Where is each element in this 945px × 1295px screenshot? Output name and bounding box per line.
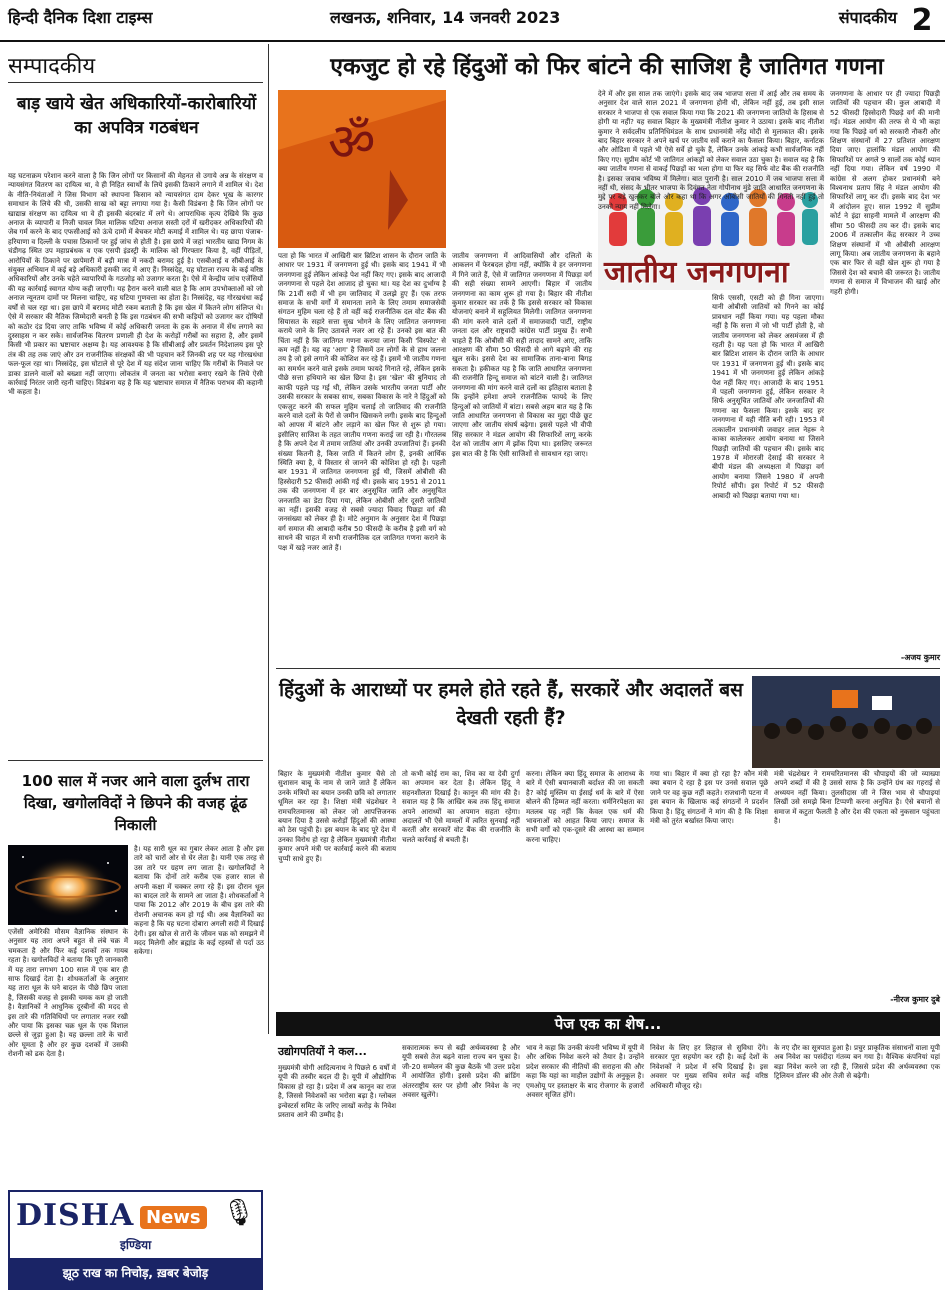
- lead-col3-top: [452, 90, 592, 248]
- second-col4: गया था। बिहार में क्या हो रहा है? कौन मंत्री क्या बयान दे रहा है इस पर उनसे सवाल पूछे जाने पर वह कुछ नहीं कहते। राजधानी पटना में इस बयान के खिलाफ कई संगठनों ने प्रदर्शन किया है। हिंदू संगठनों ने मांग की है कि शिक्षा मंत्री को तुरंत बर्खास्त किया जाए।: [650, 770, 768, 826]
- svg-text:ॐ: ॐ: [328, 113, 376, 173]
- continuation-subhead: उद्योगपतियों ने कल...: [278, 1045, 367, 1058]
- ad-country: इण्डिया: [120, 1238, 152, 1252]
- feature-col1: एजेंसी अमेरिकी मौसम वैज्ञानिक संस्थान के अनुसार यह तारा अपने बहुत से लंबे चक्र में चमकता है और फिर कई दशकों तक गायब रहता है। खगोलविदों ने बताया कि पूरी जानकारी में यह तारा लगभग 100 साल में एक बार ही साफ दिखाई देता है। शोधकर्ताओं के अनुसार यह तारा धूल के घने बादल के पीछे छिप जाता है, जिसकी वजह से इसकी चमक कम हो जाती है। वैज्ञानिकों ने आधुनिक दूरबीनों की मदद से इस तारे की गतिविधियों पर लगातार नजर रखी और पाया कि इसका चक्र धूल के एक विशाल छल्ले से जुड़ा हुआ है। यह छल्ला तारे के चारों ओर घूमता है और हर कुछ दशकों में उसकी रोशनी को ढक देता है।: [8, 928, 128, 1059]
- lead-col4: सिर्फ एससी, एसटी को ही गिना जाएगा। यानी ओबीसी जातियों को गिनने का कोई प्रावधान नहीं किया गया। यह पहला मौका नहीं है कि सत्ता में जो भी पार्टी होती है, वो जातीय जनगणना को लेकर असमंजस में ही रहती है। यह पता हो कि भारत में आखिरी बार ब्रिटिश शासन के दौरान जाति के आधार पर 1931 में जनगणना हुई थी। इसके बाद 1941 में भी जनगणना हुई लेकिन आंकड़े पेश नहीं किए गए। आजादी के बाद 1951 में पहली जनगणना हुई, लेकिन सरकार ने सिर्फ अनुसूचित जातियों और जनजातियों की गणना का फैसला किया। इसके बाद हर जनगणना में यही नीति बनी रही। 1953 में तत्कालीन प्रधानमंत्री जवाहर लाल नेहरू ने काका कालेलकर आयोग बनाया था जिसने पिछड़ी जातियों की पहचान की। इसके बाद 1978 में मोरारजी देसाई की सरकार ने बीपी मंडल की अध्यक्षता में पिछड़ा वर्ग आयोग बनाया जिसने 1980 में अपनी रिपोर्ट सौंपी। इस रिपोर्ट में 52 फीसदी आबादी को पिछड़ा बताया गया था।: [712, 294, 824, 500]
- section-name: संपादकीय: [838, 8, 897, 27]
- crowd-image: [752, 676, 940, 768]
- lead-col1: पता हो कि भारत में आखिरी बार ब्रिटिश शासन के दौरान जाति के आधार पर 1931 में जनगणना हुई थी। इसके बाद 1941 में भी जनगणना हुई लेकिन आंकड़े पेश नहीं किए गए। इसके बाद आजादी जनगणना से पहले देश आजाद हो चुका था। यह देश का दुर्भाग्य है कि 21वीं सदी में भी हम जातिवाद में उलझे हुए हैं। एक तरफ समाज के सभी वर्गों में समानता लाने के लिए तमाम समाजसेवी संगठन मुहिम चला रहे हैं तो वहीं कई राजनीतिक दल वोट बैंक की सियासत के सहारे सत्ता सुख भोगने के लिए जातिगत जनगणना कराये जाने के लिए उतावले नजर आ रहे हैं। उनको इस बात की चिंता नहीं है कि जातिगत गणना कराया जाना किसी 'विस्फोट' से कम नहीं है। यह वह 'आग' है जिसमें उन लोगों के से हाथ जलना तय है जो इसे लगाने की कोशिश कर रहे हैं। इसमें भी जातीय गणना का समर्थन करने वाले इसके तमाम फायदे गिनाते रहे, लेकिन इसके पीछे सत्ता हथियाने का खेल छिपा है। इस 'खेल' की बुनियाद तो काफी पहले पड़ गई थी, लेकिन उसके भारतीय जनता पार्टी और उसकी सरकार के सबका साथ, सबका विकास के नारे ने हिंदुओं को एकजुट करने की सफल मुहिम चलाई तो जातिवाद की राजनीति करने वाले दलों के पैरों से जमीन खिसकने लगी। इसके बाद हिन्दुओं को आपस में बांटने और लड़ाने का खेल फिर से शुरू हो गया। इसीलिए साजिश के तहत जातीय गणना कराई जा रही है। गौरतलब है कि अपने देश में तमाम जातियां और उनकी उपजातियां हैं। इनकी संख्या कितनी है, किस जाति में कितने लोग हैं, इनकी आर्थिक स्थिति क्या है, ये विस्तार से जानने की कोशिश हो रही है। पहली बार 1931 में जातिगत जनगणना हुई थी, जिसमें ओबीसी की हिस्सेदारी 52 फीसदी आंकी गई थी। इसके बाद 1951 से 2011 तक की जनगणना में हर बार अनुसूचित जाति और अनुसूचित जनजाति का डेटा दिया गया, लेकिन ओबीसी और दूसरी जातियों का नहीं। इसकी वजह से सबसे ज्यादा विवाद पिछड़ा वर्ग की जनसंख्या को लेकर ही है। मोटे अनुमान के अनुसार देश में पिछड़ा वर्ग समाज की आबादी करीब 50 फीसदी के करीब है इसी वर्ग को साधने की चाहत में सभी राजनीतिक दल जातिगत गणना कराने के पक्ष में खड़े नजर आते हैं।: [278, 252, 446, 552]
- second-col5: मंत्री चंद्रशेखर ने रामचरितमानस की चौपाइयों की जो व्याख्या अपने शब्दों में की है उससे साफ है कि उन्होंने ग्रंथ का गहराई से अध्ययन नहीं किया। तुलसीदास जी ने जिस भाव से चौपाइयां लिखीं उसे समझे बिना टिप्पणी करना अनुचित है। ऐसे बयानों से समाज में कटुता फैलती है और देश की एकता को नुकसान पहुंचता है।: [774, 770, 940, 826]
- feature-rule: [8, 760, 263, 761]
- disha-news-ad: [8, 1190, 263, 1290]
- om-flag-image: [278, 90, 446, 248]
- continuation-col3: भाव ने कहा कि उनकी कंपनी भविष्य में यूपी में और अधिक निवेश करने को तैयार है। उन्होंने प्रदेश सरकार की नीतियों की सराहना की और कहा कि यहां का माहौल उद्योगों के अनुकूल है। एमओयू पर हस्ताक्षर के बाद रोजगार के हजारों अवसर सृजित होंगे।: [526, 1044, 644, 1100]
- second-col2: तो कभी कोई राम का, शिव का या देवी दुर्गा का अपमान कर देता है। लेकिन हिंदू ने सहनशीलता दिखाई है। कानून की मांग की है। सवाल यह है कि आखिर कब तक हिंदू समाज अपने आराध्यों का अपमान सहता रहेगा। अदालतें भी ऐसे मामलों में त्वरित सुनवाई नहीं करतीं और सरकारें वोट बैंक की राजनीति के चलते कार्रवाई से बचती हैं।: [402, 770, 520, 844]
- microphone-icon: 🎙: [222, 1198, 256, 1228]
- feature-headline: 100 साल में नजर आने वाला दुर्लभ तारा दिखा, खगोलविदों ने छिपने की वजह ढूंढ निकाली: [21, 772, 250, 834]
- lead-col2: जातीय जनगणना में आदिवासियों और दलितों के आकलन में फेरबदल होगा नहीं, क्योंकि वे हर जनगणना में गिने जाते हैं, ऐसे में जातिगत जनगणना में पिछड़ा वर्ग की सही संख्या सामने आएगी। बिहार में जातीय जनगणना का काम शुरू हो गया है। बिहार की नीतीश कुमार सरकार का तर्क है कि इससे सरकार को विकास योजनाएं बनाने में सहूलियत मिलेगी। जातिगत जनगणना की मांग करने वाले दलों में समाजवादी पार्टी, राष्ट्रीय जनता दल और राष्ट्रवादी कांग्रेस पार्टी प्रमुख हैं। सभी चाहते हैं कि ओबीसी की सही तादाद सामने आए, ताकि आरक्षण की सीमा 50 फीसदी से आगे बढ़ाने की राह खुल सके। इससे देश का सामाजिक ताना-बाना बिगड़ सकता है। हकीकत यह है कि जाति आधारित जनगणना की राजनीति हिन्दू समाज को बांटने वाली है। जातिगत जनगणना की मांग करने वाले दलों का इतिहास बताता है कि इन्होंने हमेशा अपने राजनीतिक फायदे के लिए हिन्दुओं को जातियों में बांटा। सबसे अहम बात यह है कि जाति आधारित जनगणना से विकास का मुद्दा पीछे छूट जाएगा और जातीय संघर्ष बढ़ेगा। इससे पहले भी वीपी सिंह सरकार ने मंडल आयोग की सिफारिशें लागू करके देश को जातीय आग में झोंक दिया था। इसलिए जरूरत इस बात की है कि ऐसी साजिशों से सावधान रहा जाए।: [452, 252, 592, 458]
- column-divider: [268, 44, 269, 1034]
- editorial-label: सम्पादकीय: [8, 54, 96, 79]
- crowd-graphic: [752, 676, 940, 768]
- ad-brand-sub: News: [140, 1206, 207, 1229]
- paper-name: हिन्दी दैनिक दिशा टाइम्स: [8, 8, 153, 27]
- feature-col2: है। यह सारी धूल का गुबार लेकर आता है और इस तारे को चारों ओर से घेर लेता है। यानी एक तरह से उस तारे पर ग्रहण लग जाता है। खगोलविदों ने बताया कि दोनों तारे करीब एक हजार साल से अपनी कक्षा में चक्कर लगा रहे हैं। इस दौरान धूल का बादल तारे के सामने आ जाता है। शोधकर्ताओं ने पाया कि 2012 और 2019 के बीच इस तारे की रोशनी अचानक कम हो गई थी। अब वैज्ञानिकों का कहना है कि यह घटना दोबारा अगली सदी में दिखाई देगी। इस खोज से तारों के जीवन चक्र को समझने में मदद मिलेगी और ब्रह्मांड के कई रहस्यों से पर्दा उठ सकेगा।: [134, 845, 264, 957]
- second-col1: बिहार के मुख्यमंत्री नीतीश कुमार चैसे तो सुशासन बाबू के नाम से जाने जाते हैं लेकिन उनके मंत्रियों का बयान उनकी छवि को लगातार धूमिल कर रहा है। शिक्षा मंत्री चंद्रशेखर ने रामचरितमानस को लेकर जो आपत्तिजनक बयान दिया है उससे करोड़ों हिंदुओं की आस्था को ठेस पहुंची है। इस बयान के बाद पूरे देश में उनका विरोध हो रहा है लेकिन मुख्यमंत्री नीतीश कुमार अपने मंत्री पर कार्रवाई करने की बजाय चुप्पी साधे हुए हैं।: [278, 770, 396, 863]
- lead-col3-intro: देने में और इस साल तक जाएंगे। इसके बाद जब भाजपा सत्ता में आई और तब समय के अनुसार देश वाले साल 2021 में जनगणना होनी थी, लेकिन नहीं हुई, तब इसी साल सरकार ने भाजपा से एक सवाल किया गया कि 2021 की जनगणना जातियों के हिसाब से होगी या नहीं? यह सवाल बिहार के मुख्यमंत्री नीतीश कुमार ने उठाया। इसके बाद नीतीश कुमार ने सर्वदलीय प्रतिनिधिमंडल के साथ प्रधानमंत्री नरेंद्र मोदी से मुलाकात की। इसके बाद बिहार सरकार ने अपने खर्च पर जातीय सर्वे कराने का फैसला किया। बिहार, कर्नाटक और ओडिशा में पहले भी ऐसे सर्वे हो चुके हैं, लेकिन उनके आंकड़े कभी सार्वजनिक नहीं किए गए। सुप्रीम कोर्ट भी जातिगत आंकड़ों को लेकर सवाल उठा चुका है। सवाल यह है कि क्या जातीय गणना से वाकई पिछड़ों का भला होगा या फिर यह सिर्फ वोट बैंक की राजनीति है। इसका जवाब भविष्य में मिलेगा। बात पुरानी है। साल 2010 में जब भाजपा सत्ता में नहीं थी, संसद के भीतर भाजपा के दिवंगत नेता गोपीनाथ मुंडे जाति आधारित जनगणना के मुद्दे पर बड़े खुलकर बोले और कहा था कि अगर ओबीसी जातियों की गिनती नहीं हुई तो उनको न्याय नहीं मिलेगा।: [598, 90, 824, 211]
- continuation-col4: निवेश के लिए हर लिहाज से सुविधा देंगे। सरकार पूरा सहयोग कर रही है। कई देशों के निवेशकों ने प्रदेश में रुचि दिखाई है। इस अवसर पर मुख्य सचिव समेत कई वरिष्ठ अधिकारी मौजूद रहे।: [650, 1044, 768, 1090]
- second-story-rule: [276, 668, 940, 669]
- second-col3: करना। लेकिन क्या हिंदू समाज के आराध्य के बारे में ऐसी बयानबाजी बर्दाश्त की जा सकती है? कोई मुस्लिम या ईसाई धर्म के बारे में ऐसा बोलने की हिम्मत नहीं करता। धर्मनिरपेक्षता का मतलब यह नहीं कि केवल एक धर्म की भावनाओं को आहत किया जाए। समाज के सभी वर्गों को एक-दूसरे की आस्था का सम्मान करना चाहिए।: [526, 770, 644, 844]
- lead-byline: -अजय कुमार: [900, 653, 940, 662]
- lead-col5: जनगणना के आधार पर ही ज्यादा पिछड़ी जातियों की पहचान की। कुल आबादी में 52 फीसदी हिस्सेदारी पिछड़े वर्ग की मानी गई। मंडल आयोग की तरफ से ये भी कहा गया कि पिछड़े वर्ग को सरकारी नौकरी और शिक्षण संस्थानों में 27 प्रतिशत आरक्षण दिया जाए। हालांकि मंडल आयोग की सिफारिशें पर अगले 9 सालों तक कोई ध्यान नहीं दिया गया। लेकिन वर्ष 1990 में कांग्रेस से अलग होकर प्रधानमंत्री बने विश्वनाथ प्रताप सिंह ने मंडल आयोग की सिफारिशें लागू कर दीं। इसके बाद देश भर में आंदोलन हुए। साल 1992 में सुप्रीम कोर्ट ने इंद्रा साहनी मामले में आरक्षण की सीमा 50 फीसदी तय कर दी। इसके बाद 2006 में तत्कालीन केंद्र सरकार ने उच्च शिक्षण संस्थानों में भी ओबीसी आरक्षण लागू किया। अब जातीय जनगणना के बहाने एक बार फिर से वही खेल शुरू हो गया है जिससे देश को बचाने की जरूरत है। जातीय गणना से समाज में विभाजन की खाई और गहरी होगी।: [830, 90, 940, 296]
- caste-census-label: जातीय जनगणना: [604, 255, 789, 290]
- lead-headline: एकजुट हो रहे हिंदुओं को फिर बांटने की साजिश है जातिगत गणना: [330, 54, 884, 80]
- editorial-label-rule: [8, 82, 263, 83]
- editorial-headline: बाड़ खाये खेत अधिकारियों-कारोबारियों का अपवित्र गठबंधन: [16, 94, 257, 138]
- masthead: [0, 0, 945, 42]
- ad-brand: DISHA: [16, 1198, 135, 1233]
- continuation-col5: के नए दौर का सूत्रपात हुआ है। प्रचुर प्राकृतिक संसाधनों वाला यूपी अब निवेश का पसंदीदा गंतव्य बन गया है। वैश्विक कंपनियां यहां बड़ा निवेश करने जा रही हैं, जिससे प्रदेश की अर्थव्यवस्था एक ट्रिलियन डॉलर की ओर तेजी से बढ़ेगी।: [774, 1044, 940, 1081]
- ad-tagline: झूठ राख का निचोड़, ख़बर बेजोड़: [10, 1258, 261, 1288]
- continuation-col1: मुख्यमंत्री योगी आदित्यनाथ ने पिछले 6 वर्षों में यूपी की तस्वीर बदल दी है। यूपी में औद्योगिक विकास हो रहा है। प्रदेश में अब कानून का राज है, जिससे निवेशकों का भरोसा बढ़ा है। ग्लोबल इन्वेस्टर्स समिट के जरिए लाखों करोड़ के निवेश प्रस्ताव आने की उम्मीद है।: [278, 1064, 396, 1120]
- star-graphic: [8, 845, 128, 925]
- continuation-col2: सकारात्मक रूप से बढ़ी अर्थव्यवस्था है और यूपी सबसे तेज बढ़ने वाला राज्य बन चुका है। जी-20 सम्मेलन की कुछ बैठकें भी उत्तर प्रदेश में आयोजित होंगी। इससे प्रदेश की ब्रांडिंग अंतरराष्ट्रीय स्तर पर होगी और निवेश के नए अवसर खुलेंगे।: [402, 1044, 520, 1100]
- lead-col3: [598, 294, 706, 662]
- continued-strip: पेज एक का शेष...: [276, 1012, 940, 1036]
- second-byline: -नीरज कुमार दुबे: [890, 995, 940, 1004]
- star-image: [8, 845, 128, 925]
- second-story-headline: हिंदुओं के आराध्यों पर हमले होते रहते हैं, सरकारें और अदालतें बस देखती रहती हैं?: [279, 679, 743, 729]
- dateline: लखनऊ, शनिवार, 14 जनवरी 2023: [330, 8, 561, 27]
- om-flag-graphic: [278, 90, 446, 248]
- page-number: 2: [911, 3, 933, 38]
- editorial-body: यह घटनाक्रम परेशान करने वाला है कि जिन लोगों पर किसानों की मेहनत से उगाये अन्न के संरक्षण व न्यायसंगत वितरण का दायित्व था, वे ही निहित स्वार्थों के लिये इसकी ठिकाने लगाने में शामिल थे। देश के नीति-नियंताओं ने जिस विभाग को स्थापना किसान को न्यायसंगत दाम देकर भूख के कारगर समाधान के लिये की थी, उसकी साख को बट्टा लगाया गया है। कैसी विडंबना है कि जिन लोगों पर खाद्यान्न संरक्षण का दायित्व था वे ही इसकी बंदरबांट में लगे थे। आपराधिक कृत्य देखिये कि कुछ अनाज के व्यापारी व निजी चावल मिल मालिक घटिया अनाज सस्ती दरों में खरीदकर अधिकारियों की जेब गर्म करने के बाद एफसीआई को ऊंचे दामों में बेचकर मोटी कमाई में शामिल थे। यह छापा पंजाब-हरियाणा व दिल्ली के पचास ठिकानों पर हुई जांच से होती है। इस छापे में जहां भारतीय खाद्य निगम के चंडीगढ़ स्थित उप महाप्रबंधक व एक एसपी इंडस्ट्री के मालिक को गिरफ्तार किया है, वहीं पीड़ितों, आरोपियों के ठिकाने पर छापेमारी में बड़ी मात्रा में नकदी बरामद हुई है। एसबीआई व सीबीआई के संयुक्त अभियान में कई बड़े अधिकारी इसकी जद में आए हैं। निस्संदेह, यह घोटाला राज्य के कई वरिष्ठ अधिकारियों और उनके चहेते व्यापारियों के गठजोड़ को उजागर करता है। ऐसे में केन्द्रीय जांच एजेंसियों की यह कार्रवाई स्वागत योग्य कही जाएगी। यह हैरान करने वाली बात है कि आम उपभोक्ताओं को जो अनाज न्यूनतम दामों पर मिलना चाहिए, वह घटिया गुणवत्ता का होता है। निस्संदेह, यह गोरखधंधा कई वर्षों से चल रहा था। इस छापे में बरामद मोटी रकम बताती है कि इस खेल में कितने लोग संलिप्त थे। ऐसे में सरकार की नैतिक जिम्मेदारी बनती है कि इस गठबंधन की सभी कड़ियों को उजागर कर दोषियों को कठोर दंड दिया जाए ताकि भविष्य में कोई अधिकारी जनता के हक के अनाज में सेंध लगाने का दुस्साहस न कर सके। सार्वजनिक वितरण प्रणाली ही देश के करोड़ों गरीबों का सहारा है, और इसमें किसी भी प्रकार का भ्रष्टाचार अक्षम्य है। यह आवश्यक है कि सीबीआई और प्रवर्तन निदेशालय इस पूरे तंत्र की तह तक जाएं और उन राजनीतिक संरक्षकों की भी पहचान करें जिनकी शह पर यह गोरखधंधा फल-फूल रहा था। निस्संदेह, इस घोटाले से पूरे देश में यह संदेश जाना चाहिए कि गरीबों के निवाले पर डाका डालने वालों को बख्शा नहीं जाएगा। लोकतंत्र में जनता का भरोसा बनाए रखने के लिये ऐसी कार्रवाई निरंतर जारी रहनी चाहिए। विडंबना यह है कि यह भ्रष्टाचार समाज में नैतिक पराभव की कहानी भी कहता है।: [8, 172, 263, 397]
